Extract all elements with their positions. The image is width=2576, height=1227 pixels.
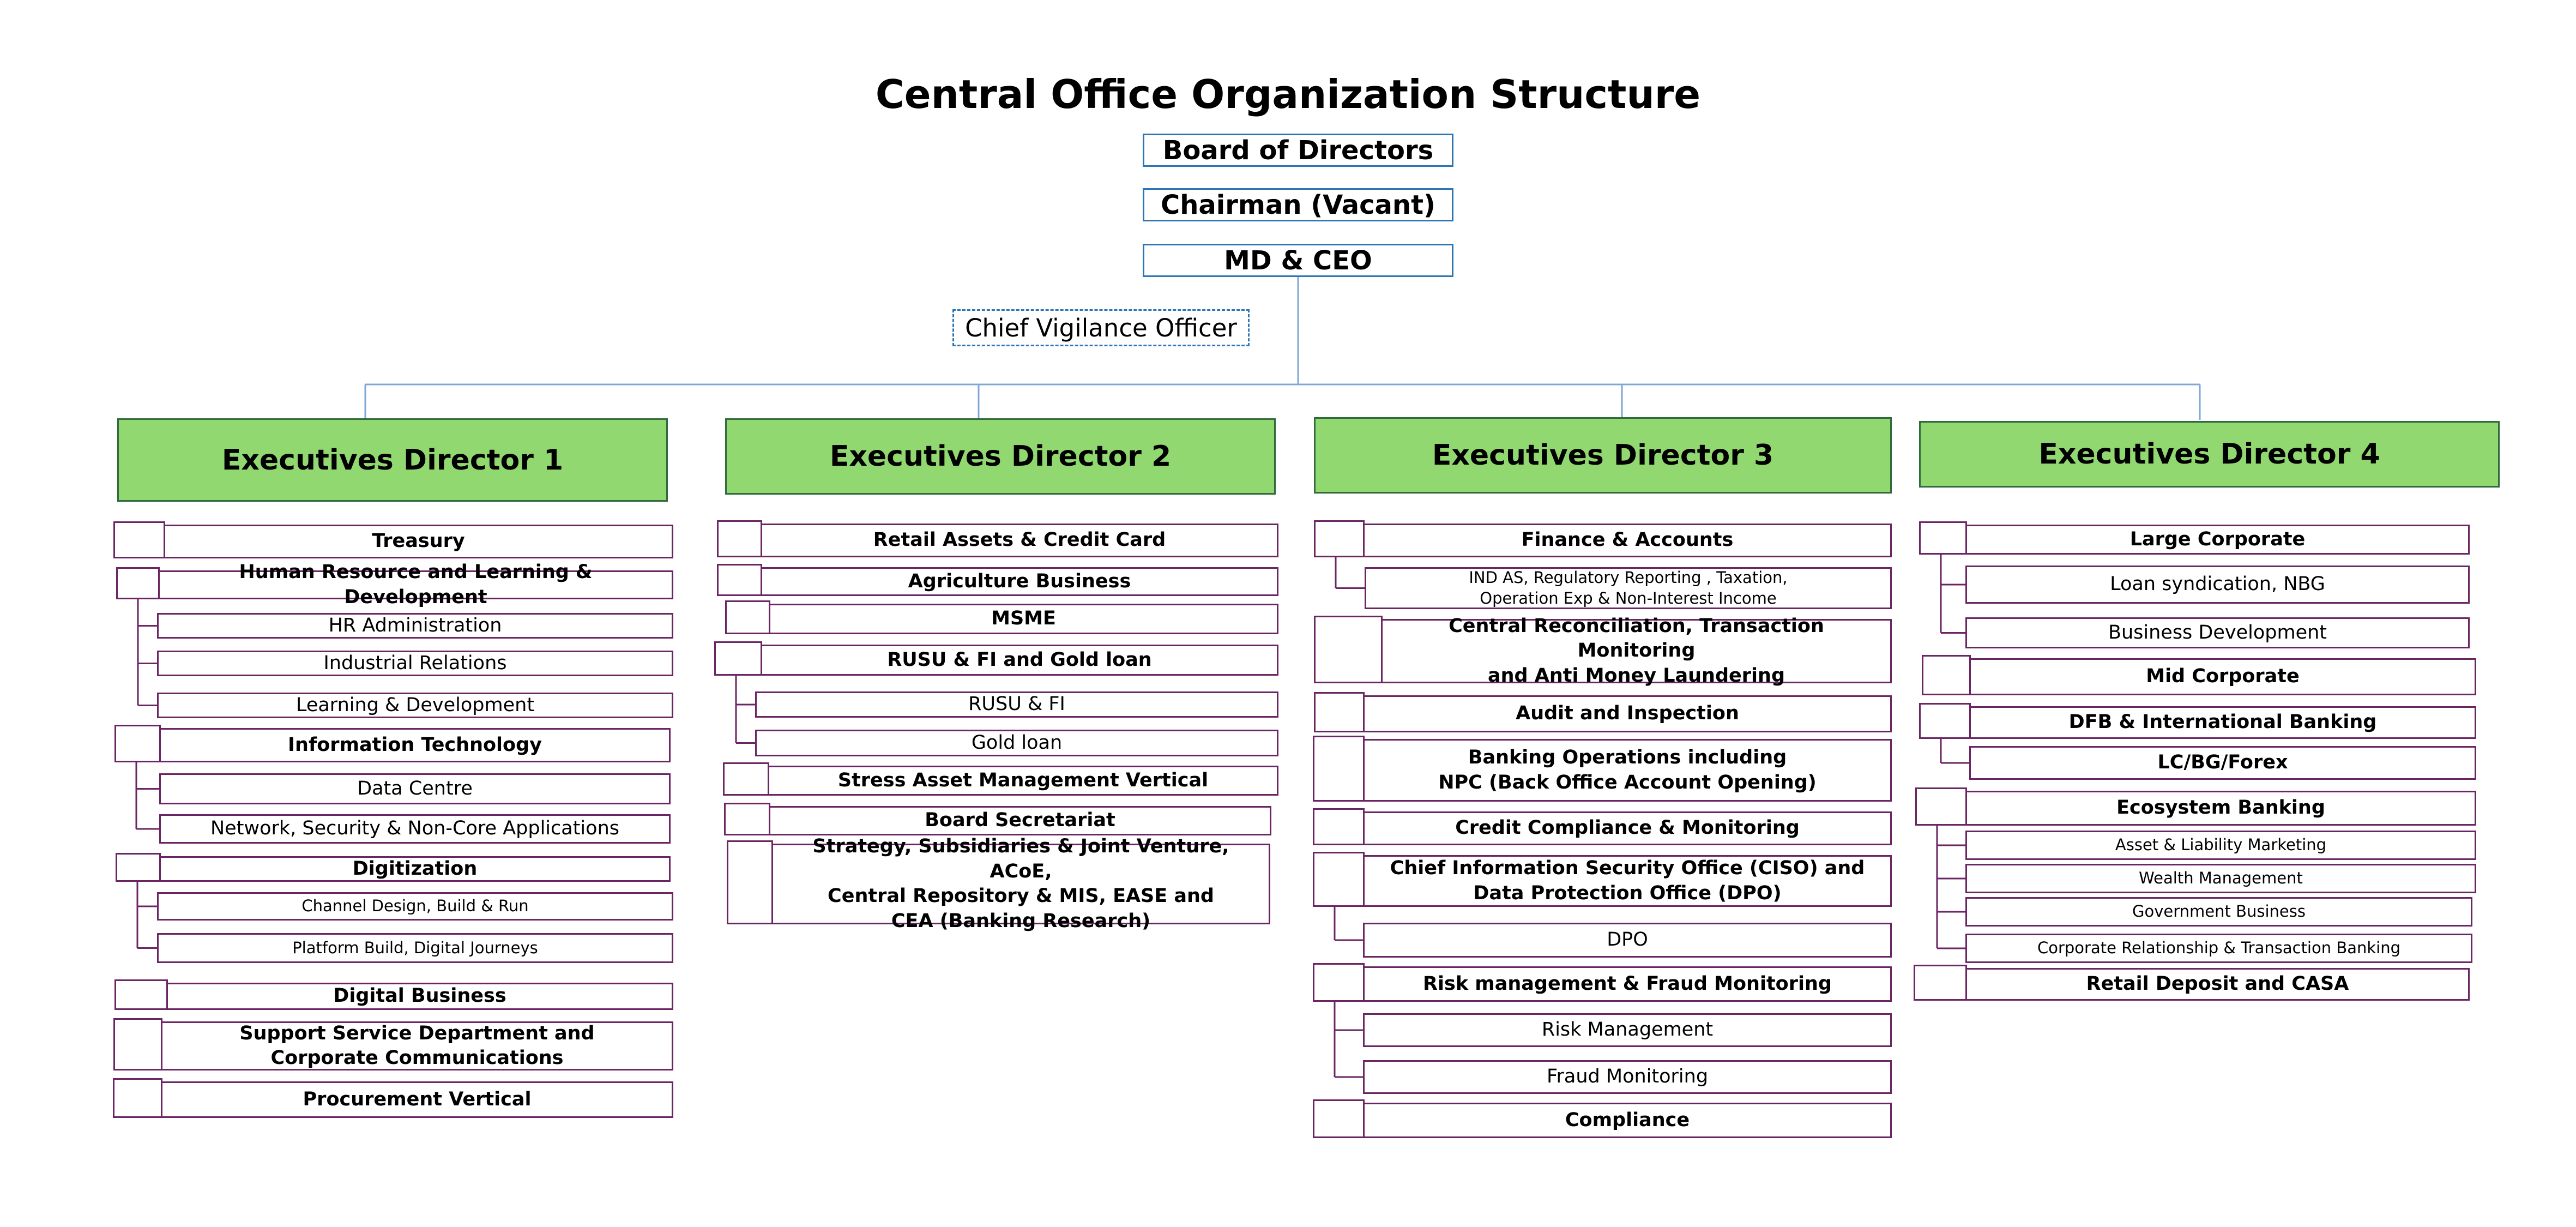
- department-label: Compliance: [1565, 1109, 1690, 1131]
- chief-vigilance-officer-label: Chief Vigilance Officer: [965, 313, 1237, 342]
- sub-department-label: Loan syndication, NBG: [2110, 573, 2325, 596]
- sub-department-label: Government Business: [2132, 902, 2306, 921]
- sub-department-label: Risk Management: [1541, 1019, 1714, 1041]
- sub-department-box: [1365, 567, 1892, 609]
- department-label: Large Corporate: [2129, 528, 2306, 550]
- department-label: MSME: [991, 608, 1056, 630]
- department-box: [761, 567, 1278, 596]
- sub-department-box: [755, 730, 1278, 756]
- department-label: Support Service Department and Corporate Communications: [239, 1022, 595, 1069]
- department-label: Finance & Accounts: [1521, 529, 1734, 551]
- sub-department-label: DPO: [1607, 929, 1648, 951]
- department-tab: [1919, 521, 1967, 555]
- department-tab: [116, 567, 160, 599]
- department-box: [1965, 525, 2470, 555]
- executive-director-2-box: [725, 418, 1276, 495]
- department-tab: [1313, 808, 1365, 845]
- department-label: Retail Assets & Credit Card: [873, 529, 1166, 551]
- department-box: [771, 835, 1270, 932]
- sub-department-box: [1965, 617, 2470, 648]
- department-tab: [723, 762, 769, 796]
- department-box: [1969, 658, 2476, 695]
- department-tab: [714, 641, 762, 676]
- department-label: Digital Business: [333, 985, 506, 1007]
- sub-department-box: [1965, 566, 2470, 604]
- executive-director-label: Executives Director 2: [829, 440, 1172, 473]
- department-tab: [114, 725, 161, 762]
- department-tab: [1915, 787, 1967, 826]
- department-box: [166, 983, 673, 1010]
- sub-department-label: RUSU & FI: [968, 693, 1065, 715]
- department-box: [159, 856, 671, 882]
- sub-department-label: Business Development: [2108, 621, 2327, 643]
- department-tab: [1313, 736, 1365, 802]
- department-tab: [717, 564, 762, 596]
- department-label: Agriculture Business: [908, 570, 1131, 592]
- department-box: [1363, 1103, 1892, 1138]
- sub-department-label: Learning & Development: [295, 694, 535, 716]
- department-box: [761, 524, 1278, 557]
- department-label: Procurement Vertical: [303, 1088, 532, 1110]
- department-label: Board Secretariat: [925, 809, 1115, 832]
- department-box: [1965, 968, 2470, 1001]
- department-box: [1969, 706, 2476, 739]
- department-tab: [116, 853, 161, 882]
- sub-department-box: [1965, 934, 2472, 963]
- department-label: Mid Corporate: [2146, 665, 2300, 688]
- executive-director-4-box: [1919, 421, 2500, 488]
- sub-department-label: Asset & Liability Marketing: [2115, 835, 2327, 855]
- department-box: [1363, 695, 1892, 732]
- department-box: [1363, 855, 1892, 907]
- department-label: Retail Deposit and CASA: [2086, 973, 2349, 995]
- department-tab: [724, 803, 770, 835]
- sub-department-box: [1965, 897, 2472, 927]
- department-tab: [113, 521, 165, 558]
- executive-director-label: Executives Director 3: [1432, 439, 1774, 472]
- department-label: Strategy, Subsidiaries & Joint Venture, ACoE, Central Repository & MIS, EASE and CEA (Banking Research): [812, 835, 1229, 932]
- sub-department-box: [157, 693, 673, 718]
- department-label: Human Resource and Learning & Development: [239, 561, 593, 608]
- sub-department-box: [1965, 831, 2476, 860]
- sub-department-label: Platform Build, Digital Journeys: [292, 938, 538, 957]
- department-tab: [1313, 1099, 1365, 1138]
- page-title: Central Office Organization Structure: [875, 71, 1701, 117]
- department-box: [769, 806, 1271, 835]
- sub-department-box: [1363, 1060, 1892, 1094]
- sub-department-label: LC/BG/Forex: [2157, 751, 2288, 774]
- department-label: Audit and Inspection: [1516, 702, 1739, 725]
- sub-department-box: [157, 892, 673, 921]
- department-label: Banking Operations including NPC (Back Office Account Opening): [1438, 747, 1817, 793]
- department-label: Ecosystem Banking: [2116, 797, 2325, 819]
- department-label: Stress Asset Management Vertical: [837, 769, 1209, 791]
- department-tab: [727, 840, 773, 924]
- sub-department-box: [159, 814, 671, 844]
- sub-department-box: [157, 613, 673, 639]
- sub-department-label: Network, Security & Non-Core Applications: [210, 817, 619, 840]
- sub-department-box: [1363, 1013, 1892, 1047]
- department-tab: [114, 979, 168, 1010]
- department-box: [769, 604, 1278, 634]
- sub-department-label: Industrial Relations: [323, 652, 507, 674]
- sub-department-label: Data Centre: [357, 777, 473, 799]
- department-box: [1363, 739, 1892, 802]
- department-tab: [1314, 692, 1365, 732]
- department-tab: [113, 1018, 162, 1070]
- department-tab: [725, 600, 770, 634]
- department-label: Risk management & Fraud Monitoring: [1423, 972, 1832, 995]
- department-box: [1965, 791, 2476, 826]
- sub-department-label: Fraud Monitoring: [1546, 1066, 1709, 1088]
- department-tab: [113, 1078, 162, 1118]
- department-tab: [1914, 965, 1967, 1001]
- department-tab: [1922, 655, 1971, 695]
- department-box: [1363, 524, 1892, 557]
- department-label: Digitization: [352, 857, 478, 880]
- department-box: [761, 645, 1278, 676]
- department-box: [1363, 811, 1892, 845]
- department-box: [1363, 966, 1892, 1002]
- sub-department-box: [157, 651, 673, 676]
- md-ceo-label: MD & CEO: [1224, 245, 1372, 276]
- department-tab: [1314, 616, 1383, 683]
- department-label: Credit Compliance & Monitoring: [1455, 817, 1800, 839]
- department-label: RUSU & FI and Gold loan: [887, 648, 1152, 671]
- department-box: [164, 525, 673, 558]
- department-label: Chief Information Security Office (CISO) and Data Protection Office (DPO): [1390, 857, 1865, 904]
- department-box: [768, 766, 1278, 796]
- sub-department-label: IND AS, Regulatory Reporting , Taxation, Operation Exp & Non-Interest Income: [1469, 568, 1788, 608]
- department-label: Information Technology: [288, 733, 542, 756]
- sub-department-label: Wealth Management: [2139, 869, 2303, 888]
- sub-department-box: [1965, 864, 2476, 893]
- department-box: [158, 561, 673, 608]
- department-tab: [1314, 520, 1365, 557]
- chairman-label: Chairman (Vacant): [1161, 189, 1435, 220]
- department-label: Central Reconciliation, Transaction Monitoring and Anti Money Laundering: [1449, 615, 1824, 687]
- sub-department-box: [755, 691, 1278, 718]
- sub-department-label: Channel Design, Build & Run: [301, 897, 529, 916]
- department-tab: [1313, 852, 1365, 907]
- department-label: Treasury: [372, 530, 465, 552]
- department-tab: [1919, 703, 1971, 739]
- department-tab: [717, 520, 762, 557]
- department-tab: [1313, 963, 1365, 1002]
- sub-department-box: [1363, 923, 1892, 958]
- department-label: DFB & International Banking: [2068, 711, 2377, 733]
- executive-director-3-box: [1314, 417, 1892, 494]
- executive-director-1-box: [117, 418, 668, 502]
- department-box: [159, 728, 671, 762]
- sub-department-label: Corporate Relationship & Transaction Banking: [2037, 939, 2401, 958]
- board-of-directors-label: Board of Directors: [1162, 135, 1434, 166]
- executive-director-label: Executives Director 4: [2038, 438, 2380, 471]
- sub-department-label: HR Administration: [328, 614, 502, 636]
- sub-department-box: [157, 933, 673, 963]
- sub-department-box: [1969, 746, 2476, 780]
- department-box: [161, 1021, 673, 1070]
- department-box: [1381, 615, 1892, 687]
- department-box: [161, 1081, 673, 1118]
- sub-department-label: Gold loan: [971, 731, 1063, 754]
- sub-department-box: [159, 773, 671, 804]
- executive-director-label: Executives Director 1: [221, 443, 564, 477]
